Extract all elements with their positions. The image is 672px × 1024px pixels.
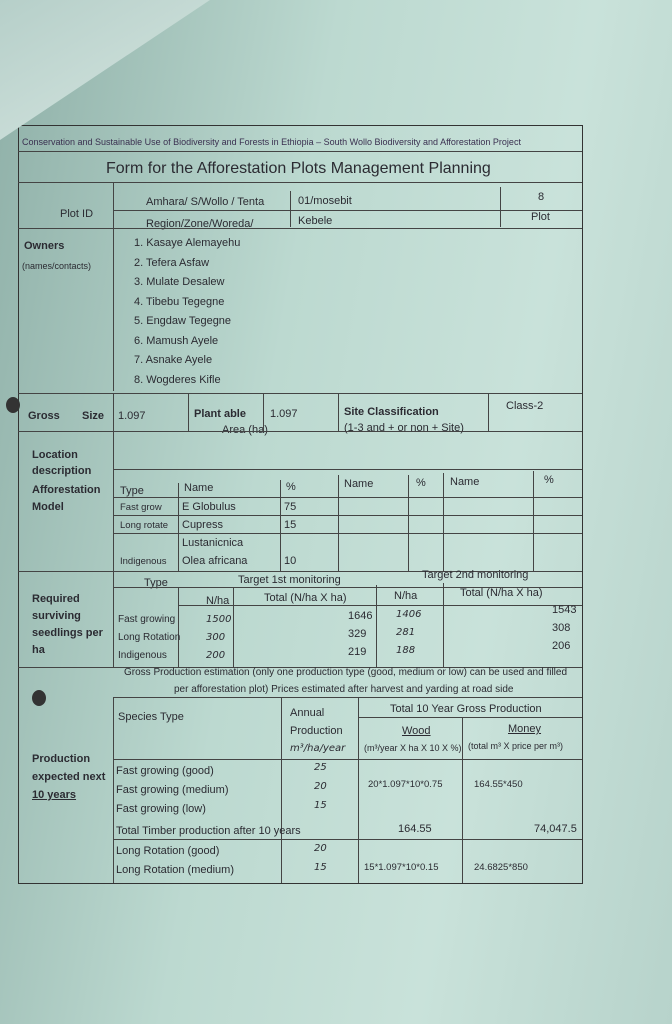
survival-type: Fast growing xyxy=(118,614,176,625)
survival-type: Long Rotation xyxy=(118,632,181,643)
region-value: Amhara/ S/Wollo / Tenta xyxy=(146,196,265,208)
survival-h-nha: N/ha xyxy=(206,595,230,607)
survival-t1: 1646 xyxy=(348,610,373,622)
model-pct: 75 xyxy=(284,501,297,513)
production-intro-2: per afforestation plot) Prices estimated after harvest and yarding at road side xyxy=(174,684,514,695)
area-label: Area (ha) xyxy=(222,424,268,436)
size-label: Size xyxy=(82,410,105,422)
h-annual-2: Production xyxy=(290,725,343,737)
survival-h-type: Type xyxy=(144,577,168,589)
owner-item: 6. Mamush Ayele xyxy=(134,334,219,347)
model-h-pct3: % xyxy=(544,474,554,486)
prod-type: Fast growing (good) xyxy=(116,765,214,777)
plantable-label: Plant able xyxy=(194,408,246,420)
h-wood-sub: (m³/year X ha X 10 X %) xyxy=(364,743,462,753)
model-pct: 15 xyxy=(284,519,297,531)
prod-money-long: 24.6825*850 xyxy=(474,862,528,873)
model-h-type: Type xyxy=(120,485,144,497)
plot-label: Plot xyxy=(531,211,550,223)
prod-annual: 15 xyxy=(314,800,327,811)
kebele-label: Kebele xyxy=(298,215,333,227)
survival-h-target2: Target 2nd monitoring xyxy=(422,569,529,581)
prod-type: Fast growing (medium) xyxy=(116,784,229,796)
survival-t2: 308 xyxy=(552,622,571,634)
survival-t2: 1543 xyxy=(552,604,577,616)
h-money: Money xyxy=(508,723,542,735)
punch-hole-bottom xyxy=(32,690,46,706)
h-annual-3: m³/ha/year xyxy=(290,743,346,754)
site-sub: (1-3 and + or non + Site) xyxy=(344,422,464,434)
punch-hole-top xyxy=(6,397,20,413)
gross-value: 1.097 xyxy=(118,410,146,422)
model-label-1: Afforestation xyxy=(32,484,101,496)
prod-annual: 20 xyxy=(314,781,327,792)
plot-id-label: Plot ID xyxy=(60,208,94,220)
total-wood: 164.55 xyxy=(398,823,432,835)
prod-type-long: Long Rotation (good) xyxy=(116,845,220,857)
project-title: Conservation and Sustainable Use of Biodiversity and Forests in Ethiopia – South Wollo Biodiversity and Afforestation Project xyxy=(22,137,521,147)
region-label: Region/Zone/Woreda/ xyxy=(146,218,254,230)
total-timber-label: Total Timber production after 10 years xyxy=(116,825,301,837)
survival-label-2: surviving xyxy=(32,610,81,622)
h-money-sub: (total m³ X price per m³) xyxy=(468,741,564,751)
model-label-2: Model xyxy=(32,501,64,513)
model-h-name: Name xyxy=(184,482,214,494)
owner-item: 4. Tibebu Tegegne xyxy=(134,295,225,308)
h-total-10yr: Total 10 Year Gross Production xyxy=(390,703,542,715)
plantable-value: 1.097 xyxy=(270,408,298,420)
production-label-2: expected next xyxy=(32,771,106,783)
survival-t2: 206 xyxy=(552,640,571,652)
prod-annual-long: 20 xyxy=(314,843,327,854)
survival-label-4: ha xyxy=(32,644,45,656)
model-pct: 10 xyxy=(284,555,297,567)
site-value: Class-2 xyxy=(506,400,544,412)
survival-h-target1: Target 1st monitoring xyxy=(238,574,341,586)
production-intro-1: Gross Production estimation (only one production type (good, medium or low) can be used and filled xyxy=(124,667,568,678)
owner-item: 5. Engdaw Tegegne xyxy=(134,315,232,327)
survival-label-1: Required xyxy=(32,593,80,605)
survival-label-3: seedlings per xyxy=(32,627,103,639)
survival-n2: 1406 xyxy=(396,609,422,620)
model-name: Lustanicnica xyxy=(182,537,244,549)
survival-h-nha2: N/ha xyxy=(394,590,418,602)
model-name: Cupress xyxy=(182,519,223,531)
total-money: 74,047.5 xyxy=(534,823,577,835)
h-wood: Wood xyxy=(402,725,431,737)
model-h-pct2: % xyxy=(416,477,426,489)
kebele-value: 01/mosebit xyxy=(298,195,352,207)
owners-label: Owners xyxy=(24,240,65,252)
production-label-1: Production xyxy=(32,753,91,765)
survival-n1: 200 xyxy=(206,650,226,661)
prod-annual: 25 xyxy=(314,762,327,773)
owner-item: 2. Tefera Asfaw xyxy=(134,256,210,269)
survival-h-total: Total (N/ha X ha) xyxy=(264,592,347,604)
survival-t1: 329 xyxy=(348,628,367,640)
gross-label: Gross xyxy=(28,410,60,422)
prod-type: Fast growing (low) xyxy=(116,803,206,815)
owner-item: 3. Mulate Desalew xyxy=(134,276,225,288)
prod-annual-long: 15 xyxy=(314,862,327,873)
prod-wood-long: 15*1.097*10*0.15 xyxy=(364,862,439,873)
prod-wood: 20*1.097*10*0.75 xyxy=(368,779,443,790)
h-annual-1: Annual xyxy=(290,707,325,719)
model-name: E Globulus xyxy=(182,501,236,513)
prod-type-long: Long Rotation (medium) xyxy=(116,864,235,876)
survival-h-total2: Total (N/ha X ha) xyxy=(460,587,543,599)
form-title: Form for the Afforestation Plots Management Planning xyxy=(106,160,491,177)
survival-n2: 188 xyxy=(396,645,416,656)
h-species: Species Type xyxy=(118,711,184,723)
model-type: Long rotate xyxy=(120,520,169,531)
owner-item: 1. Kasaye Alemayehu xyxy=(134,237,241,249)
form-sheet xyxy=(18,125,583,885)
survival-n1: 1500 xyxy=(206,614,232,625)
owner-item: 8. Wogderes Kifle xyxy=(134,373,221,386)
production-label-3: 10 years xyxy=(32,789,77,801)
site-label: Site Classification xyxy=(344,406,439,418)
location-label: Location description xyxy=(32,449,92,477)
model-type: Fast grow xyxy=(120,502,162,513)
owner-item: 7. Asnake Ayele xyxy=(134,354,213,366)
plot-value: 8 xyxy=(538,191,545,203)
survival-n2: 281 xyxy=(396,627,416,638)
prod-money: 164.55*450 xyxy=(474,779,523,790)
model-h-name3: Name xyxy=(450,476,480,488)
model-type: Indigenous xyxy=(120,556,167,567)
model-h-name2: Name xyxy=(344,478,374,490)
owners-sublabel: (names/contacts) xyxy=(22,261,92,271)
survival-type: Indigenous xyxy=(118,650,167,661)
survival-t1: 219 xyxy=(348,646,367,658)
survival-n1: 300 xyxy=(206,632,226,643)
model-h-pct: % xyxy=(286,481,296,493)
model-name: Olea africana xyxy=(182,555,248,567)
